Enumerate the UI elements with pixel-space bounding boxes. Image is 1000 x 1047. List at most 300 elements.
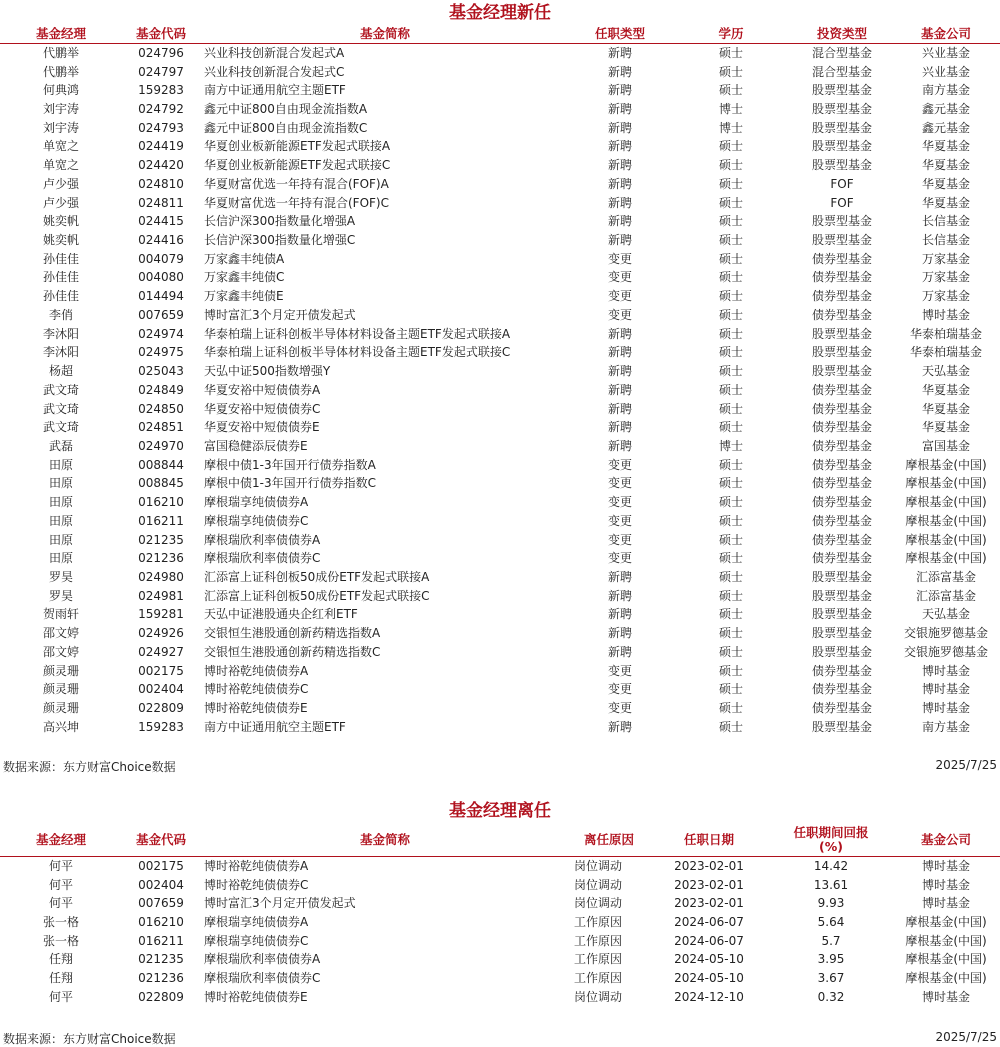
cell-start-date: 2024-05-10 bbox=[674, 971, 744, 986]
cell-education: 硕士 bbox=[718, 158, 743, 173]
cell-manager: 何平 bbox=[48, 877, 73, 892]
leave-date-note: 2025/7/25 bbox=[935, 1030, 997, 1044]
cell-manager: 孙佳佳 bbox=[42, 270, 79, 285]
cell-manager: 颜灵珊 bbox=[42, 682, 79, 697]
table-row bbox=[0, 680, 1000, 699]
col-header-type: 任职类型 bbox=[594, 26, 645, 42]
cell-education: 硕士 bbox=[718, 701, 743, 716]
cell-manager: 任翔 bbox=[48, 952, 73, 967]
cell-code: 024926 bbox=[138, 626, 184, 641]
cell-appoint-type: 变更 bbox=[607, 495, 632, 510]
cell-code: 007659 bbox=[138, 307, 184, 322]
cell-company: 华夏基金 bbox=[921, 401, 970, 416]
cell-fund-name: 汇添富上证科创板50成份ETF发起式联接A bbox=[204, 569, 430, 584]
cell-fund-name: 鑫元中证800自由现金流指数A bbox=[204, 102, 368, 117]
cell-fund-name: 交银恒生港股通创新药精选指数A bbox=[204, 626, 381, 641]
cell-manager: 卢少强 bbox=[42, 195, 79, 210]
cell-invest-type: 股票型基金 bbox=[811, 158, 872, 173]
cell-code: 021235 bbox=[138, 532, 184, 547]
table-row bbox=[0, 43, 1000, 62]
col-header-education: 学历 bbox=[718, 26, 744, 42]
cell-invest-type: 债券型基金 bbox=[811, 476, 872, 491]
col-header-name: 基金简称 bbox=[359, 26, 410, 42]
cell-code: 022809 bbox=[138, 989, 184, 1004]
cell-company: 鑫元基金 bbox=[921, 120, 970, 135]
table-row bbox=[0, 549, 1000, 568]
leave-managers-title: 基金经理离任 bbox=[449, 801, 551, 821]
cell-company: 汇添富基金 bbox=[915, 569, 976, 584]
cell-education: 硕士 bbox=[718, 83, 743, 98]
cell-appoint-type: 变更 bbox=[607, 701, 632, 716]
cell-reason: 工作原因 bbox=[574, 915, 623, 930]
cell-company: 南方基金 bbox=[921, 719, 970, 734]
cell-invest-type: 债券型基金 bbox=[811, 307, 872, 322]
cell-company: 华夏基金 bbox=[921, 382, 970, 397]
cell-appoint-type: 新聘 bbox=[607, 438, 632, 453]
cell-education: 硕士 bbox=[718, 551, 743, 566]
cell-company: 富国基金 bbox=[921, 438, 970, 453]
cell-start-date: 2023-02-01 bbox=[674, 877, 744, 892]
cell-manager: 何平 bbox=[48, 858, 73, 873]
cell-education: 硕士 bbox=[718, 270, 743, 285]
cell-education: 硕士 bbox=[718, 345, 743, 360]
table-row bbox=[0, 212, 1000, 231]
cell-education: 硕士 bbox=[718, 682, 743, 697]
cell-company: 长信基金 bbox=[921, 233, 970, 248]
cell-manager: 高兴坤 bbox=[42, 719, 79, 734]
cell-fund-name: 博时裕乾纯债债券C bbox=[204, 682, 309, 697]
cell-fund-name: 南方中证通用航空主题ETF bbox=[204, 83, 346, 98]
leave-source-note: 数据来源：东方财富Choice数据 bbox=[3, 1032, 176, 1046]
cell-appoint-type: 变更 bbox=[607, 682, 632, 697]
table-row bbox=[0, 586, 1000, 605]
cell-company: 摩根基金(中国) bbox=[905, 476, 987, 491]
cell-fund-name: 华泰柏瑞上证科创板半导体材料设备主题ETF发起式联接A bbox=[204, 326, 511, 341]
cell-code: 024927 bbox=[138, 644, 184, 659]
cell-invest-type: 股票型基金 bbox=[811, 607, 872, 622]
cell-manager: 田原 bbox=[48, 513, 73, 528]
cell-education: 硕士 bbox=[718, 233, 743, 248]
cell-invest-type: 股票型基金 bbox=[811, 364, 872, 379]
cell-invest-type: 债券型基金 bbox=[811, 513, 872, 528]
cell-appoint-type: 新聘 bbox=[607, 195, 632, 210]
cell-fund-name: 万家鑫丰纯债A bbox=[204, 251, 285, 266]
cell-fund-name: 华夏安裕中短债债券E bbox=[204, 420, 320, 435]
cell-code: 004079 bbox=[138, 251, 184, 266]
cell-company: 鑫元基金 bbox=[921, 102, 970, 117]
cell-company: 博时基金 bbox=[921, 989, 970, 1004]
cell-code: 016211 bbox=[138, 513, 184, 528]
cell-invest-type: 股票型基金 bbox=[811, 102, 872, 117]
cell-education: 硕士 bbox=[718, 64, 743, 79]
cell-invest-type: 股票型基金 bbox=[811, 214, 872, 229]
cell-code: 024850 bbox=[138, 401, 184, 416]
cell-code: 024796 bbox=[138, 45, 184, 60]
cell-appoint-type: 变更 bbox=[607, 476, 632, 491]
cell-appoint-type: 新聘 bbox=[607, 345, 632, 360]
cell-manager: 刘宇涛 bbox=[42, 120, 79, 135]
cell-manager: 武文琦 bbox=[42, 420, 79, 435]
table-row bbox=[0, 605, 1000, 624]
cell-fund-name: 博时富汇3个月定开债发起式 bbox=[204, 896, 356, 911]
cell-company: 南方基金 bbox=[921, 83, 970, 98]
cell-company: 博时基金 bbox=[921, 663, 970, 678]
cell-company: 华泰柏瑞基金 bbox=[909, 326, 982, 341]
col-header-reason: 离任原因 bbox=[583, 831, 634, 847]
cell-manager: 贺雨轩 bbox=[42, 607, 79, 622]
table-row bbox=[0, 156, 1000, 175]
col-header-manager: 基金经理 bbox=[35, 26, 86, 42]
cell-fund-name: 华夏财富优选一年持有混合(FOF)A bbox=[204, 176, 389, 191]
cell-manager: 田原 bbox=[48, 495, 73, 510]
cell-fund-name: 华夏创业板新能源ETF发起式联接C bbox=[204, 158, 391, 173]
col-header-company: 基金公司 bbox=[920, 831, 971, 847]
table-row bbox=[0, 81, 1000, 100]
cell-appoint-type: 新聘 bbox=[607, 420, 632, 435]
cell-manager: 田原 bbox=[48, 457, 73, 472]
cell-start-date: 2024-06-07 bbox=[674, 933, 744, 948]
cell-appoint-type: 变更 bbox=[607, 457, 632, 472]
cell-company: 摩根基金(中国) bbox=[905, 532, 987, 547]
cell-fund-name: 摩根瑞享纯债债券C bbox=[204, 933, 309, 948]
cell-appoint-type: 新聘 bbox=[607, 626, 632, 641]
cell-education: 硕士 bbox=[718, 626, 743, 641]
cell-code: 022809 bbox=[138, 701, 184, 716]
table-row bbox=[0, 699, 1000, 718]
cell-invest-type: 债券型基金 bbox=[811, 457, 872, 472]
cell-manager: 李沐阳 bbox=[42, 345, 79, 360]
cell-appoint-type: 新聘 bbox=[607, 102, 632, 117]
cell-fund-name: 摩根瑞享纯债债券C bbox=[204, 513, 309, 528]
cell-education: 硕士 bbox=[718, 307, 743, 322]
cell-code: 024416 bbox=[138, 233, 184, 248]
cell-appoint-type: 新聘 bbox=[607, 588, 632, 603]
cell-fund-name: 摩根瑞欣利率债债券A bbox=[204, 532, 321, 547]
cell-education: 硕士 bbox=[718, 251, 743, 266]
table-row bbox=[0, 474, 1000, 493]
cell-return: 3.95 bbox=[817, 952, 845, 967]
cell-code: 024981 bbox=[138, 588, 184, 603]
cell-manager: 田原 bbox=[48, 532, 73, 547]
cell-fund-name: 南方中证通用航空主题ETF bbox=[204, 719, 346, 734]
cell-fund-name: 华夏财富优选一年持有混合(FOF)C bbox=[204, 195, 389, 210]
cell-fund-name: 摩根中债1-3年国开行债券指数A bbox=[204, 457, 376, 472]
table-row bbox=[0, 287, 1000, 306]
cell-education: 博士 bbox=[718, 438, 743, 453]
cell-appoint-type: 新聘 bbox=[607, 64, 632, 79]
new-managers-title: 基金经理新任 bbox=[449, 3, 551, 23]
table-row bbox=[0, 856, 1000, 875]
table-row bbox=[0, 118, 1000, 137]
cell-manager: 罗昊 bbox=[48, 588, 73, 603]
cell-code: 007659 bbox=[138, 896, 184, 911]
cell-invest-type: 债券型基金 bbox=[811, 663, 872, 678]
cell-appoint-type: 变更 bbox=[607, 513, 632, 528]
cell-manager: 田原 bbox=[48, 551, 73, 566]
table-row bbox=[0, 231, 1000, 250]
cell-company: 华夏基金 bbox=[921, 158, 970, 173]
cell-invest-type: 股票型基金 bbox=[811, 83, 872, 98]
cell-appoint-type: 变更 bbox=[607, 551, 632, 566]
cell-appoint-type: 新聘 bbox=[607, 233, 632, 248]
table-row bbox=[0, 380, 1000, 399]
table-row bbox=[0, 100, 1000, 119]
table-row bbox=[0, 969, 1000, 988]
new-managers-body bbox=[0, 43, 1000, 736]
cell-manager: 张一格 bbox=[42, 933, 79, 948]
table-row bbox=[0, 511, 1000, 530]
cell-education: 硕士 bbox=[718, 476, 743, 491]
cell-code: 024851 bbox=[138, 420, 184, 435]
cell-education: 硕士 bbox=[718, 364, 743, 379]
cell-fund-name: 摩根瑞享纯债债券A bbox=[204, 495, 309, 510]
table-row bbox=[0, 324, 1000, 343]
cell-company: 摩根基金(中国) bbox=[905, 971, 987, 986]
cell-appoint-type: 新聘 bbox=[607, 83, 632, 98]
cell-manager: 李沐阳 bbox=[42, 326, 79, 341]
cell-education: 硕士 bbox=[718, 644, 743, 659]
cell-code: 014494 bbox=[138, 289, 184, 304]
cell-code: 021235 bbox=[138, 952, 184, 967]
cell-invest-type: 债券型基金 bbox=[811, 420, 872, 435]
cell-manager: 何平 bbox=[48, 896, 73, 911]
cell-code: 008845 bbox=[138, 476, 184, 491]
table-row bbox=[0, 62, 1000, 81]
cell-invest-type: 股票型基金 bbox=[811, 588, 872, 603]
cell-reason: 岗位调动 bbox=[574, 896, 623, 911]
cell-manager: 姚奕帆 bbox=[42, 214, 79, 229]
cell-education: 硕士 bbox=[718, 176, 743, 191]
cell-appoint-type: 新聘 bbox=[607, 326, 632, 341]
cell-manager: 颜灵珊 bbox=[42, 663, 79, 678]
cell-fund-name: 华夏安裕中短债债券C bbox=[204, 401, 321, 416]
cell-code: 024420 bbox=[138, 158, 184, 173]
table-row bbox=[0, 249, 1000, 268]
cell-code: 016210 bbox=[138, 495, 184, 510]
cell-manager: 武文琦 bbox=[42, 401, 79, 416]
cell-fund-name: 天弘中证500指数增强Y bbox=[204, 364, 331, 379]
table-row bbox=[0, 643, 1000, 662]
table-row bbox=[0, 418, 1000, 437]
table-row bbox=[0, 950, 1000, 969]
cell-company: 博时基金 bbox=[921, 896, 970, 911]
table-row bbox=[0, 661, 1000, 680]
cell-manager: 代鹏举 bbox=[42, 45, 79, 60]
cell-invest-type: 股票型基金 bbox=[811, 233, 872, 248]
cell-fund-name: 鑫元中证800自由现金流指数C bbox=[204, 120, 368, 135]
table-row bbox=[0, 624, 1000, 643]
cell-company: 兴业基金 bbox=[921, 64, 970, 79]
table-row bbox=[0, 913, 1000, 932]
cell-company: 天弘基金 bbox=[921, 364, 970, 379]
cell-reason: 岗位调动 bbox=[574, 877, 623, 892]
cell-manager: 卢少强 bbox=[42, 176, 79, 191]
cell-education: 硕士 bbox=[718, 326, 743, 341]
cell-manager: 任翔 bbox=[48, 971, 73, 986]
cell-manager: 代鹏举 bbox=[42, 64, 79, 79]
cell-fund-name: 汇添富上证科创板50成份ETF发起式联接C bbox=[204, 588, 430, 603]
cell-fund-name: 博时裕乾纯债债券A bbox=[204, 663, 309, 678]
cell-reason: 工作原因 bbox=[574, 933, 623, 948]
cell-invest-type: 债券型基金 bbox=[811, 701, 872, 716]
cell-company: 摩根基金(中国) bbox=[905, 457, 987, 472]
cell-education: 硕士 bbox=[718, 719, 743, 734]
cell-fund-name: 华夏安裕中短债债券A bbox=[204, 382, 321, 397]
cell-invest-type: 股票型基金 bbox=[811, 345, 872, 360]
cell-fund-name: 摩根中债1-3年国开行债券指数C bbox=[204, 476, 376, 491]
cell-company: 交银施罗德基金 bbox=[903, 626, 988, 641]
cell-code: 024415 bbox=[138, 214, 184, 229]
cell-company: 华夏基金 bbox=[921, 176, 970, 191]
cell-appoint-type: 新聘 bbox=[607, 607, 632, 622]
table-row bbox=[0, 362, 1000, 381]
table-row bbox=[0, 193, 1000, 212]
cell-reason: 岗位调动 bbox=[574, 858, 623, 873]
cell-code: 021236 bbox=[138, 971, 184, 986]
col-header-name: 基金简称 bbox=[359, 831, 410, 847]
col-header-invest-type: 投资类型 bbox=[816, 26, 867, 42]
leave-managers-table bbox=[0, 824, 1000, 1006]
cell-invest-type: 股票型基金 bbox=[811, 644, 872, 659]
cell-invest-type: 股票型基金 bbox=[811, 120, 872, 135]
cell-company: 博时基金 bbox=[921, 858, 970, 873]
cell-code: 024810 bbox=[138, 176, 184, 191]
cell-appoint-type: 新聘 bbox=[607, 382, 632, 397]
cell-education: 硕士 bbox=[718, 382, 743, 397]
cell-fund-name: 长信沪深300指数量化增强C bbox=[204, 233, 356, 248]
cell-code: 002404 bbox=[138, 877, 184, 892]
cell-company: 博时基金 bbox=[921, 307, 970, 322]
cell-code: 024811 bbox=[138, 195, 184, 210]
cell-invest-type: 债券型基金 bbox=[811, 289, 872, 304]
cell-code: 016210 bbox=[138, 915, 184, 930]
table-header-row bbox=[0, 26, 1000, 43]
col-header-return: 任职期间回报(%) bbox=[793, 824, 869, 854]
cell-fund-name: 兴业科技创新混合发起式A bbox=[204, 45, 345, 60]
cell-company: 万家基金 bbox=[921, 270, 970, 285]
cell-return: 0.32 bbox=[817, 989, 845, 1004]
cell-company: 摩根基金(中国) bbox=[905, 495, 987, 510]
cell-code: 024974 bbox=[138, 326, 184, 341]
col-header-company: 基金公司 bbox=[920, 26, 971, 42]
cell-code: 004080 bbox=[138, 270, 184, 285]
leave-managers-section bbox=[0, 798, 1000, 1006]
cell-company: 博时基金 bbox=[921, 682, 970, 697]
cell-fund-name: 天弘中证港股通央企红利ETF bbox=[204, 607, 358, 622]
cell-code: 002404 bbox=[138, 682, 184, 697]
table-row bbox=[0, 717, 1000, 736]
cell-manager: 武文琦 bbox=[42, 382, 79, 397]
cell-code: 002175 bbox=[138, 663, 184, 678]
table-row bbox=[0, 894, 1000, 913]
cell-company: 华夏基金 bbox=[921, 195, 970, 210]
cell-manager: 杨超 bbox=[48, 364, 73, 379]
cell-education: 硕士 bbox=[718, 195, 743, 210]
cell-company: 摩根基金(中国) bbox=[905, 551, 987, 566]
cell-manager: 张一格 bbox=[42, 915, 79, 930]
cell-company: 摩根基金(中国) bbox=[905, 933, 987, 948]
cell-invest-type: 股票型基金 bbox=[811, 626, 872, 641]
cell-appoint-type: 变更 bbox=[607, 289, 632, 304]
new-source-note: 数据来源：东方财富Choice数据 bbox=[3, 760, 176, 774]
cell-code: 024975 bbox=[138, 345, 184, 360]
cell-manager: 李俏 bbox=[48, 307, 73, 322]
cell-fund-name: 华泰柏瑞上证科创板半导体材料设备主题ETF发起式联接C bbox=[204, 345, 511, 360]
table-row bbox=[0, 268, 1000, 287]
table-row bbox=[0, 175, 1000, 194]
cell-return: 9.93 bbox=[817, 896, 845, 911]
cell-appoint-type: 新聘 bbox=[607, 401, 632, 416]
cell-fund-name: 万家鑫丰纯债C bbox=[204, 270, 285, 285]
cell-reason: 工作原因 bbox=[574, 952, 623, 967]
cell-appoint-type: 变更 bbox=[607, 663, 632, 678]
col-header-code: 基金代码 bbox=[135, 831, 186, 847]
cell-company: 万家基金 bbox=[921, 251, 970, 266]
cell-code: 024793 bbox=[138, 120, 184, 135]
cell-fund-name: 摩根瑞欣利率债债券C bbox=[204, 971, 321, 986]
cell-code: 159283 bbox=[138, 719, 184, 734]
cell-appoint-type: 变更 bbox=[607, 270, 632, 285]
cell-appoint-type: 新聘 bbox=[607, 719, 632, 734]
cell-invest-type: 债券型基金 bbox=[811, 438, 872, 453]
cell-start-date: 2024-12-10 bbox=[674, 989, 744, 1004]
new-managers-table bbox=[0, 26, 1000, 736]
cell-fund-name: 博时裕乾纯债债券A bbox=[204, 858, 309, 873]
cell-start-date: 2024-06-07 bbox=[674, 915, 744, 930]
cell-code: 159281 bbox=[138, 607, 184, 622]
cell-company: 摩根基金(中国) bbox=[905, 952, 987, 967]
table-row bbox=[0, 875, 1000, 894]
cell-return: 5.64 bbox=[817, 915, 845, 930]
cell-fund-name: 交银恒生港股通创新药精选指数C bbox=[204, 644, 381, 659]
cell-appoint-type: 新聘 bbox=[607, 644, 632, 659]
cell-return: 5.7 bbox=[821, 933, 841, 948]
cell-fund-name: 摩根瑞享纯债债券A bbox=[204, 915, 309, 930]
cell-manager: 田原 bbox=[48, 476, 73, 491]
cell-code: 024797 bbox=[138, 64, 184, 79]
cell-appoint-type: 变更 bbox=[607, 307, 632, 322]
cell-manager: 孙佳佳 bbox=[42, 251, 79, 266]
cell-education: 硕士 bbox=[718, 513, 743, 528]
cell-education: 硕士 bbox=[718, 289, 743, 304]
cell-manager: 颜灵珊 bbox=[42, 701, 79, 716]
cell-education: 硕士 bbox=[718, 607, 743, 622]
table-row bbox=[0, 568, 1000, 587]
cell-manager: 武磊 bbox=[48, 438, 73, 453]
table-row bbox=[0, 988, 1000, 1007]
cell-company: 摩根基金(中国) bbox=[905, 513, 987, 528]
table-row bbox=[0, 493, 1000, 512]
cell-invest-type: 股票型基金 bbox=[811, 719, 872, 734]
cell-appoint-type: 新聘 bbox=[607, 569, 632, 584]
table-row bbox=[0, 530, 1000, 549]
cell-manager: 刘宇涛 bbox=[42, 102, 79, 117]
cell-education: 硕士 bbox=[718, 495, 743, 510]
cell-manager: 单宽之 bbox=[42, 158, 79, 173]
cell-fund-name: 长信沪深300指数量化增强A bbox=[204, 214, 356, 229]
cell-company: 博时基金 bbox=[921, 877, 970, 892]
table-row bbox=[0, 137, 1000, 156]
cell-education: 硕士 bbox=[718, 663, 743, 678]
cell-education: 硕士 bbox=[718, 532, 743, 547]
cell-company: 华夏基金 bbox=[921, 139, 970, 154]
cell-fund-name: 摩根瑞欣利率债债券C bbox=[204, 551, 321, 566]
cell-code: 021236 bbox=[138, 551, 184, 566]
cell-fund-name: 博时富汇3个月定开债发起式 bbox=[204, 307, 356, 322]
cell-reason: 岗位调动 bbox=[574, 989, 623, 1004]
cell-code: 159283 bbox=[138, 83, 184, 98]
cell-company: 天弘基金 bbox=[921, 607, 970, 622]
